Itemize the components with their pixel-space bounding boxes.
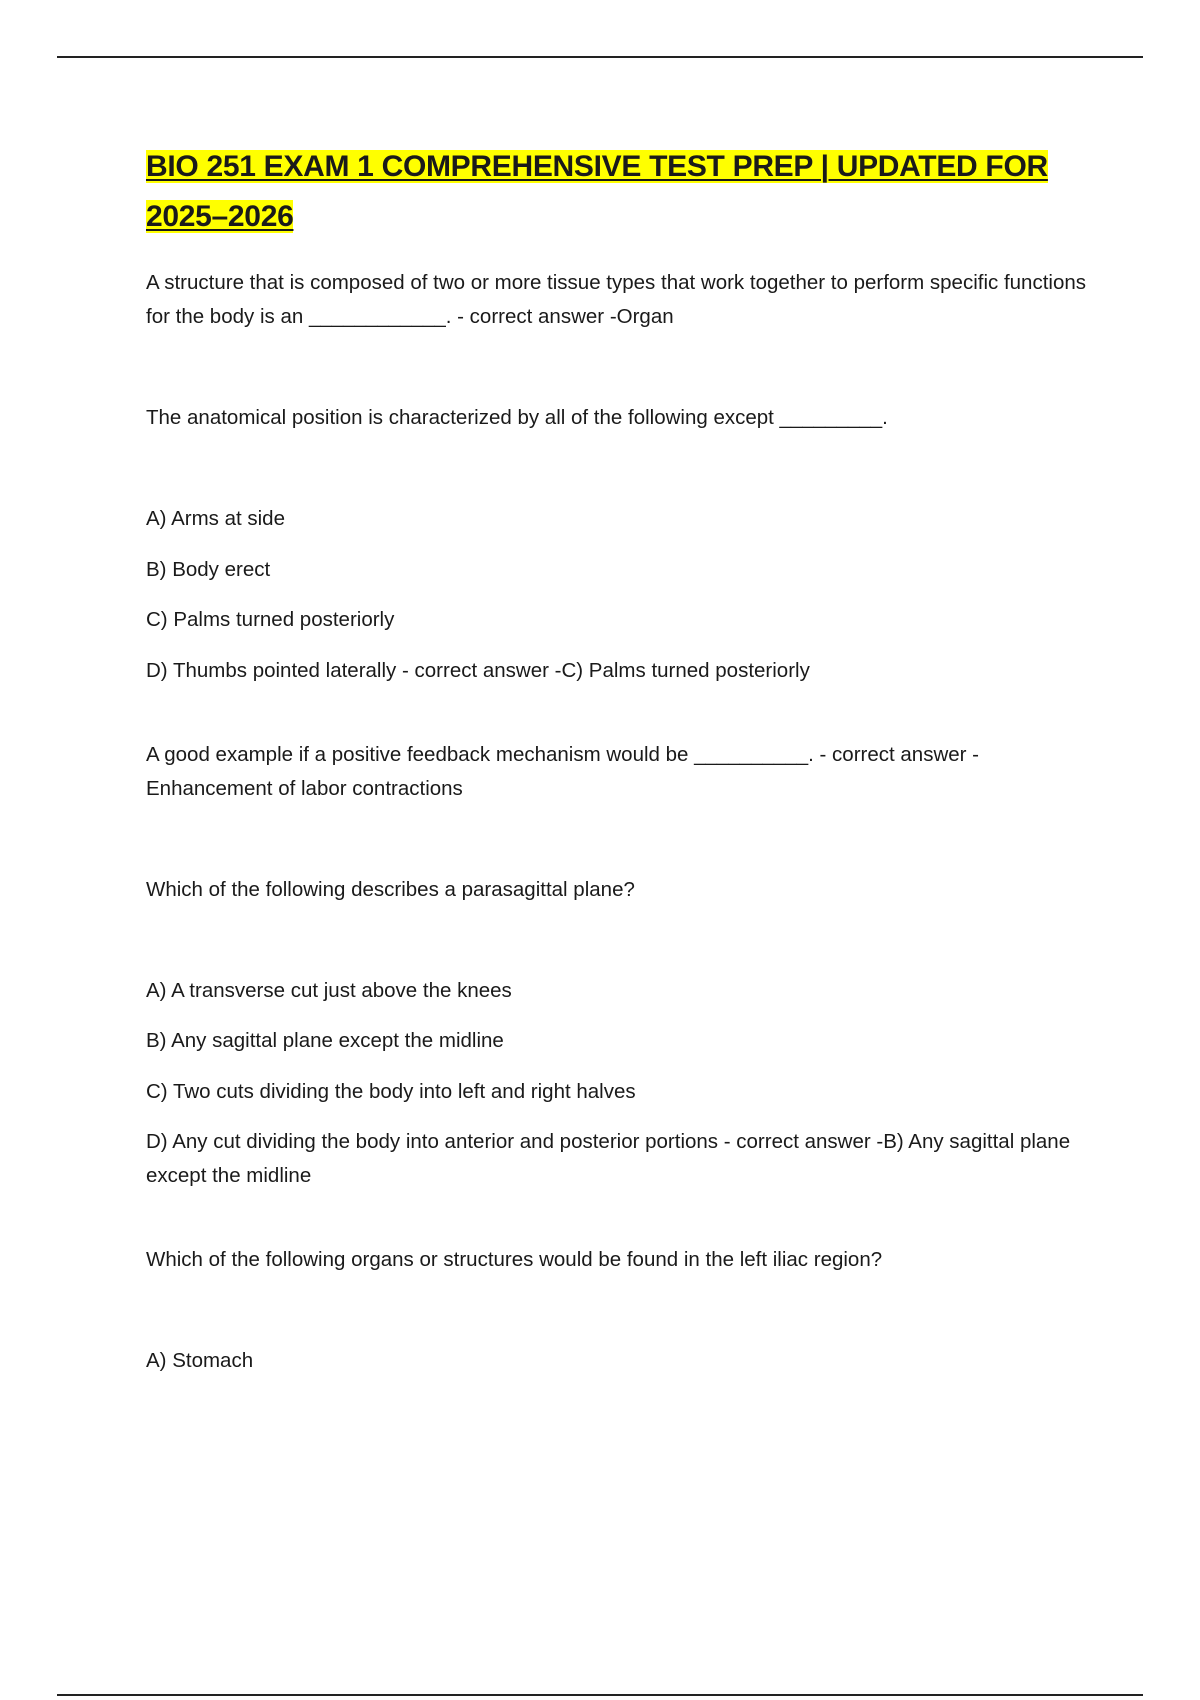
page-content xyxy=(146,142,1096,1395)
question-3: A good example if a positive feedback mechanism would be __________. - correct answer - Enhancement of labor contractions xyxy=(146,742,980,800)
top-rule xyxy=(57,56,1143,58)
bottom-rule xyxy=(57,1694,1143,1696)
document-title xyxy=(146,142,1096,242)
q4-option-a: A) A transverse cut just above the knees xyxy=(146,978,512,1002)
title-line-2: 2025–2026 xyxy=(146,200,294,233)
q2-option-b: B) Body erect xyxy=(146,557,271,581)
q5-option-a: A) Stomach xyxy=(146,1349,254,1372)
q2-option-d: D) Thumbs pointed laterally - correct answer -C) Palms turned posteriorly xyxy=(146,658,810,682)
question-2: The anatomical position is characterized by all of the following except _________. xyxy=(146,406,888,429)
question-5: Which of the following organs or structures would be found in the left iliac region? xyxy=(146,1248,883,1271)
q4-option-d: D) Any cut dividing the body into anterior and posterior portions - correct answer -B) Any sagittal plane except the midline xyxy=(146,1130,1071,1187)
question-1: A structure that is composed of two or more tissue types that work together to perform specific functions for the body is an ____________. - correct answer -Organ xyxy=(146,271,1087,328)
q4-option-b: B) Any sagittal plane except the midline xyxy=(146,1029,504,1052)
q2-option-a: A) Arms at side xyxy=(146,507,285,530)
question-4: Which of the following describes a parasagittal plane? xyxy=(146,877,635,901)
q2-option-c: C) Palms turned posteriorly xyxy=(146,608,395,631)
q4-option-c: C) Two cuts dividing the body into left and right halves xyxy=(146,1079,636,1103)
title-line-1: BIO 251 EXAM 1 COMPREHENSIVE TEST PREP | UPDATED FOR xyxy=(146,150,1048,183)
